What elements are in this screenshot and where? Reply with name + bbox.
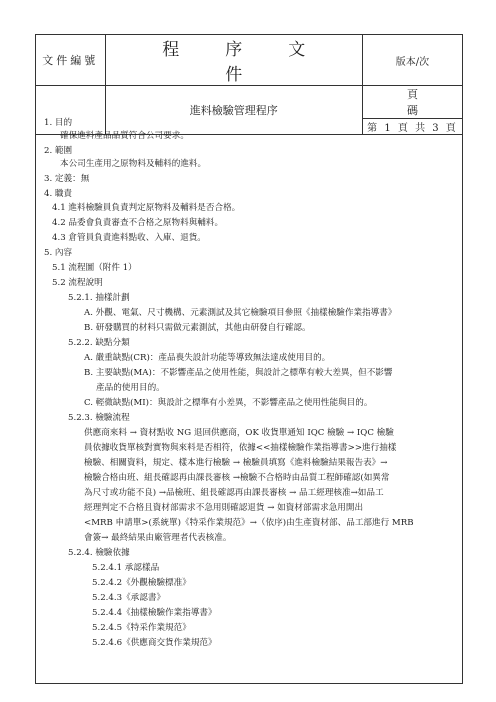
flow-line: 為尺寸或功能不良) →品檢班、組長確認再由課長審核 → 品工經理核准→如品工 [84,488,384,498]
section-5-1: 5.1 流程圖（附件 1） [52,263,137,273]
section-5-2-3-heading: 5.2.3. 檢驗流程 [68,413,130,423]
basis-item: 5.2.4.1 承認樣品 [92,563,160,573]
section-5-2-4-heading: 5.2.4. 檢驗依據 [68,548,130,558]
basis-item: 5.2.4.6《供應商交貨作業規范》 [92,638,217,648]
program-document-label: 程序文件 [105,35,362,86]
basis-item: 5.2.4.3《承認書》 [92,593,166,603]
page-number-label: 頁碼 [362,86,462,119]
doc-number-label: 文件編號 [36,35,105,86]
basis-item: 5.2.4.4《抽樣檢驗作業指導書》 [92,608,217,618]
document-title: 進料檢驗管理程序 [105,86,362,135]
section-5-2-2-c: C. 輕微缺點(MI)：與設計之標準有小差異，不影響產品之使用性能與目的。 [84,398,373,408]
section-5-2-1-b: B. 研發購買的材料只需做元素測試，其他由研發自行確認。 [84,323,311,333]
flow-line: 經理判定不合格且資材部需求不急用則確認退貨 → 如資材部需求急用開出 [84,503,364,513]
basis-item: 5.2.4.2《外觀檢驗標准》 [92,578,191,588]
section-4-item: 4.3 倉管員負責進料點收、入庫、退貨。 [52,233,206,243]
flow-line: 員依據收貨單核對實物與來料是否相符，依據<<抽樣檢驗作業指導書>>進行抽樣 [84,443,397,453]
section-5-2-1-heading: 5.2.1. 抽樣計劃 [68,293,130,303]
section-1-text: 確保進料產品品質符合公司要求。 [60,131,189,141]
section-5-2-1-a: A. 外觀、電氣、尺寸機構、元素測試及其它檢驗項目參照《抽樣檢驗作業指導書》 [84,308,397,318]
section-5-2: 5.2 流程說明 [52,278,103,288]
section-3-heading: 3. 定義：無 [44,174,90,184]
version-label: 版本/次 [362,35,462,86]
section-5-2-2-a: A. 嚴重缺點(CR)：產品喪失設計功能等導致無法達成使用目的。 [84,353,331,363]
section-2-text: 本公司生產用之原物料及輔料的進料。 [60,159,207,169]
flow-line: 檢驗、相關資料，規定、樣本進行檢驗 → 檢驗員填寫《進料檢驗結果報告表》→ [84,458,388,468]
flow-line: 供應商來料 → 資材點收 NG 退回供應商，OK 收貨單通知 IQC 檢驗 → IQC 檢驗 [84,428,394,438]
section-4-item: 4.2 品委會負責審查不合格之原物料與輔料。 [52,218,224,228]
section-5-heading: 5. 內容 [44,248,73,258]
flow-line: 會簽→ 最終結果由廠管理者代表核准。 [84,533,232,543]
section-4-item: 4.1 進料檢驗員負責判定原物料及輔料是否合格。 [52,203,241,213]
page-count: 第 1 頁 共 3 頁 [362,119,462,135]
basis-item: 5.2.4.5《特采作業規范》 [92,623,191,633]
flow-line: <MRB 申請單>(系統單)《特采作業規范》→（依序)由生產資材部、品工部進行 MRB [84,518,414,528]
document-header-table [36,35,462,135]
section-5-2-2-b-cont: 產品的使用目的。 [96,383,165,393]
document-frame [35,34,463,684]
section-5-2-2-heading: 5.2.2. 缺點分類 [68,338,130,348]
section-5-2-2-b: B. 主要缺點(MA)：不影響產品之使用性能，與設計之標準有較大差異，但不影響 [84,368,393,378]
section-2-heading: 2. 範圍 [44,146,73,156]
flow-line: 檢驗合格由班、組長確認再由課長審核 →檢驗不合格時由品質工程師確認(如異常 [84,473,390,483]
section-1-heading: 1. 目的 [44,118,73,128]
section-4-heading: 4. 職責 [44,189,73,199]
